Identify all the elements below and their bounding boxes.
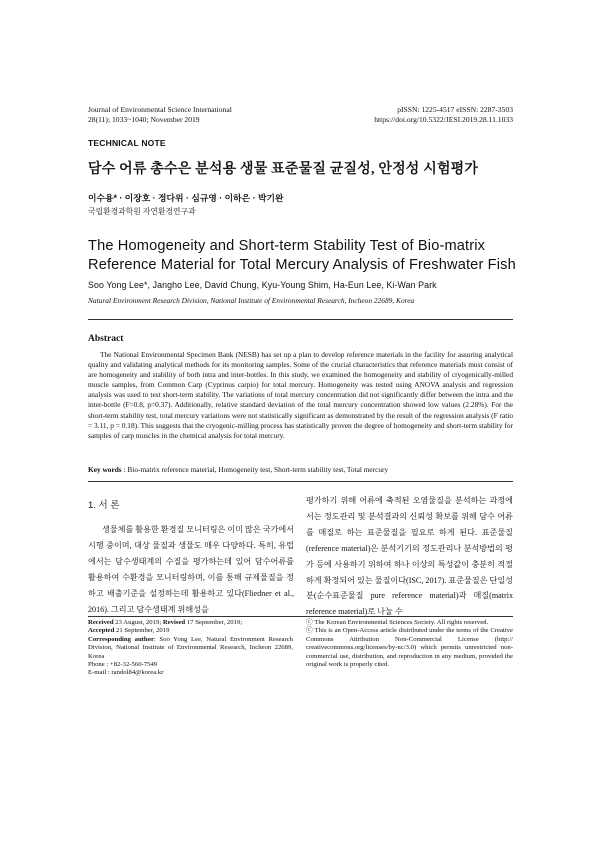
corresponding-text: : Soo Yong Lee, Natural Environment Research Division, National Institute of Environmental Research, Incheon 22689, Korea: [88, 635, 293, 660]
korean-title: 담수 어류 총수은 분석용 생물 표준물질 균질성, 안정성 시험평가: [88, 162, 479, 177]
copyright: ⓒ The Korean Environmental Sciences Society. All rights reserved.: [306, 619, 489, 626]
english-title-line1: The Homogeneity and Short-term Stability Test of Bio-matrix: [88, 238, 486, 254]
accepted-date: 21 September, 2019: [114, 627, 170, 635]
divider-footer: [88, 616, 513, 617]
journal-info: [88, 105, 232, 125]
revised-label: Revised: [162, 619, 186, 626]
keywords-text: : Bio-matrix reference material, Homogeneity test, Short-term stability test, Total mercury: [121, 465, 389, 474]
english-title: [88, 237, 516, 274]
received-line: [88, 619, 293, 627]
english-authors: Soo Yong Lee*, Jangho Lee, David Chung, Kyu-Young Shim, Ha-Eun Lee, Ki-Wan Park: [88, 280, 437, 290]
abstract-text: The National Environmental Specimen Bank (NESB) has set up a plan to develop reference materials in the facility for assuring analytical quality and validating analytical methods for its monitoring samples. Some of the crucial characteristics that reference materials must consist of are homogeneity and stability of both intra and inter-bottles. In this study, we examined the homogeneity and stability of cryogenically-milled muscle samples, from Common Carp (Cyprinus carpio) for total mercury. Homogeneity was tested using ANOVA analysis and regression analysis was used to test short-term stability. The variations of total mercury concentration did not significantly differ between the intra and the inter-bottle (F=0.8, p=0.37). Additionally, relative standard deviation of the total mercury concentration showed low values (2.28%). For the short-term stability test, total mercury variations were not statistically significant as demonstrated by the result of the regression analysis (F ratio = 3.11, p = 0.18). This suggests that the cryogenic-milling process has statistically proven the degree of homogeneity and short-term stability for samples of carp muscles in the chemical analysis for total mercury.: [88, 350, 513, 440]
accepted-label: Accepted: [88, 627, 115, 635]
license-text: ⓒ This is an Open-Access article distributed under the terms of the Creative Commons Attribution Non-Commercial License (http:// creativecommons.org/licenses/by-nc/3.0) which permits unrestricted non-commercial use, distribution, and reproduction in any medium, provided the original work is properly cited.: [306, 627, 513, 669]
keywords: [88, 465, 513, 474]
email[interactable]: E-mail : randol84@korea.kr: [88, 669, 164, 677]
doi[interactable]: https://doi.org/10.5322/JESI.2019.28.11.1033: [374, 115, 513, 124]
issn-doi: [374, 105, 513, 125]
phone: Phone : +82-32-560-7549: [88, 661, 158, 669]
accepted-line: [88, 627, 293, 635]
footer-dates: [88, 619, 293, 678]
divider-abstract: [88, 481, 513, 482]
article-type: TECHNICAL NOTE: [88, 138, 166, 148]
english-affiliation: Natural Environment Research Division, National Institute of Environmental Research, Incheon 22689, Korea: [88, 296, 415, 305]
english-title-line2: Reference Material for Total Mercury Analysis of Freshwater Fish: [88, 256, 516, 273]
abstract-heading: Abstract: [88, 334, 124, 344]
revised-date: 17 September, 2019;: [185, 619, 243, 626]
abstract-body: [88, 350, 513, 441]
korean-authors: 이수용* · 이장호 · 정다위 · 심규영 · 이하은 · 박기완: [88, 193, 284, 203]
divider-top: [88, 319, 513, 320]
intro-left-column: [88, 522, 294, 617]
corresponding-author: [88, 636, 293, 661]
journal-name: Journal of Environmental Science International: [88, 105, 232, 114]
keywords-label: Key words: [88, 465, 122, 474]
intro-heading: 1. 서 론: [88, 500, 120, 511]
received-label: Received: [88, 619, 114, 626]
volume-pages: 28(11); 1033~1040; November 2019: [88, 115, 200, 124]
intro-left-text: 생물체를 활용한 환경질 모니터링은 이미 많은 국가에서 시행 중이며, 대상 물질과 생물도 매우 다양하다. 특히, 유럽에서는 담수생태계의 수질을 평가하는데 있어 담수어류를 활용하여 수환경을 모니터링하며, 이를 통해 규제물질을 정하고 배출기준을 설정하는데 활용하고 있다(Fliedner et al., 2016). 그리고 담수생태계 위해성을: [88, 525, 294, 614]
footer-license: [306, 619, 513, 669]
received-date: 23 August, 2019;: [113, 619, 163, 626]
intro-right-text: 평가하기 위해 어류에 축적된 오염물질을 분석하는 과정에서는 정도관리 및 분석결과의 신뢰성 확보를 위해 담수 어류를 매질로 하는 표준물질을 필요로 하게 된다. 표준물질(reference material)은 분석기기의 정도관리나 분석방법의 평가 등에 사용하기 위하여 하나 이상의 특성값이 충분히 적절하게 확정되어 있는 물질이다(ISC, 2017). 표준물질은 단일성분(순수표준물질 pure reference material)과 매질(matrix reference material)로 나눌 수: [306, 496, 513, 617]
intro-right-column: [306, 493, 513, 620]
issn: pISSN: 1225-4517 eISSN: 2287-3503: [397, 105, 513, 114]
korean-affiliation: 국립환경과학원 자연환경연구과: [88, 207, 196, 216]
corresponding-label: Corresponding author: [88, 635, 154, 643]
